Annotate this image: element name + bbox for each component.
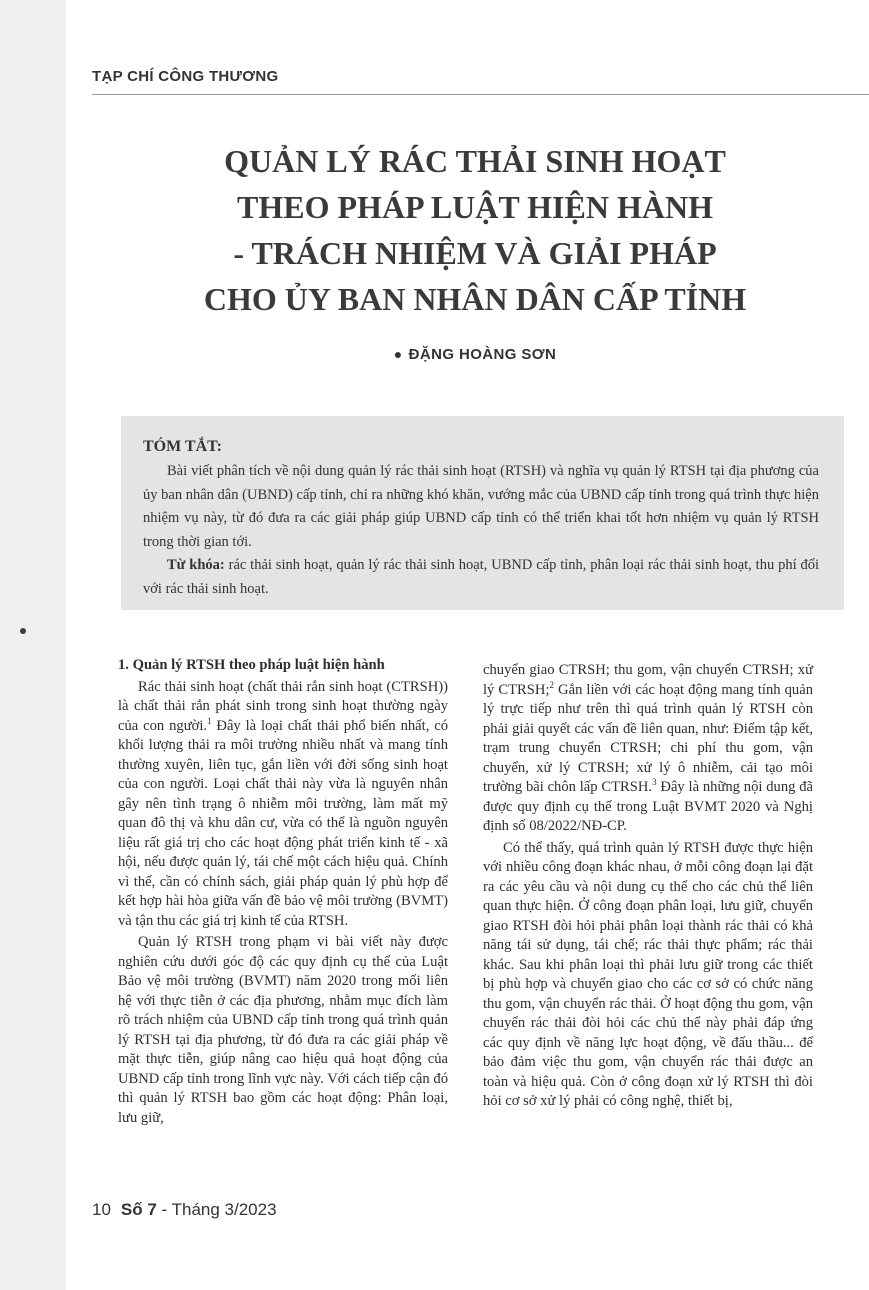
title-line-4: CHO ỦY BAN NHÂN DÂN CẤP TỈNH	[203, 281, 747, 317]
title-line-2: THEO PHÁP LUẬT HIỆN HÀNH	[237, 189, 713, 225]
title-line-1: QUẢN LÝ RÁC THẢI SINH HOẠT	[224, 143, 726, 179]
left-paragraph-2: Quản lý RTSH trong phạm vi bài viết này được nghiên cứu dưới góc độ các quy định cụ thể của Luật Bảo vệ môi trường (BVMT) năm 2020 trong mối liên hệ với thực tiễn ở các địa phương, nhằm mục đích làm rõ trách nhiệm của UBND cấp tỉnh trong quá trình quản lý RTSH tại địa phương, từ đó đưa ra các giải pháp về mặt thực tiễn, giúp nâng cao hiệu quả hoạt động của UBND cấp tỉnh trong lĩnh vực này. Với cách tiếp cận đó thì quản lý RTSH bao gồm các hoạt động: Phân loại, lưu giữ,	[118, 934, 448, 1126]
author-line	[110, 346, 840, 363]
left-paragraph-1	[118, 678, 448, 932]
margin-dot	[20, 628, 26, 634]
abstract-text: Bài viết phân tích về nội dung quản lý rác thải sinh hoạt (RTSH) và nghĩa vụ quản lý RTSH tại địa phương của ủy ban nhân dân (UBND) cấp tỉnh, chỉ ra những khó khăn, vướng mắc của UBND cấp tỉnh trong quá trình thực hiện nhiệm vụ này, từ đó đưa ra các giải pháp giúp UBND cấp tỉnh có thể triển khai tốt hơn nhiệm vụ quản lý RTSH trong thời gian tới.	[143, 463, 819, 550]
footnote-ref-2: 2	[549, 679, 554, 690]
page-margin	[0, 0, 66, 1290]
author-name: ĐẶNG HOÀNG SƠN	[408, 346, 557, 363]
left-p1-rest: Đây là loại chất thải phổ biến nhất, có khối lượng thải ra môi trường nhiều nhất và mang tính thường xuyên, liên tục, gắn liền với đời sống sinh hoạt của con người. Loại chất thải này vừa là nguyên nhân gây nên tình trạng ô nhiễm môi trường, làm mất mỹ quan đô thị và khu dân cư, vừa có thể là nguồn nguyên liệu rất giá trị cho các hoạt động phát triển kinh tế - xã hội, nếu được quản lý, tái chế một cách hiệu quả. Chính vì thế, cần có chính sách, giải pháp quản lý phù hợp để kết hợp hài hòa giữa vấn đề bảo vệ môi trường (BVMT) và tận thu các giá trị kinh tế của RTSH.	[118, 717, 448, 929]
footnote-ref-1: 1	[207, 715, 212, 726]
abstract-keywords	[143, 554, 819, 601]
bullet-icon: ●	[393, 346, 403, 362]
left-p1-text: Rác thải sinh hoạt (chất thải rắn sinh hoạt (CTRSH)) là chất thải rắn phát sinh trong sinh hoạt thường ngày của con người.	[118, 678, 448, 734]
page-footer	[92, 1200, 277, 1220]
abstract-body	[143, 460, 819, 601]
section-heading: 1. Quản lý RTSH theo pháp luật hiện hành	[118, 657, 385, 673]
right-p1-text: chuyển giao CTRSH; thu gom, vận chuyển CTRSH; xử lý CTRSH;	[483, 662, 813, 698]
right-p1-rest2: Đây là những nội dung đã được quy định cụ thể trong Luật BVMT 2020 và Nghị định số 08/2022/NĐ-CP.	[483, 779, 813, 834]
page-number: 10	[92, 1200, 111, 1219]
running-head: TẠP CHÍ CÔNG THƯƠNG	[92, 68, 279, 85]
keywords-label: Từ khóa:	[167, 557, 225, 573]
abstract-label: TÓM TẮT:	[143, 438, 222, 455]
article-title	[110, 138, 840, 322]
issue-date: - Tháng 3/2023	[156, 1200, 277, 1219]
left-column	[118, 656, 448, 1128]
right-column	[483, 661, 813, 1112]
keywords-text: rác thải sinh hoạt, quản lý rác thải sinh hoạt, UBND cấp tỉnh, phân loại rác thải sinh hoạt, thu phí đối với rác thải sinh hoạt.	[143, 557, 820, 597]
right-p1-rest: Gắn liền với các hoạt động mang tính quản lý trực tiếp như trên thì quá trình quản lý RTSH còn phải giải quyết các vấn đề liên quan, như: Điểm tập kết, trạm trung chuyển CTRSH; chi phí thu gom, vận chuyển, xử lý CTRSH; xử lý ô nhiễm, cải tạo môi trường bãi chôn lấp CTRSH.	[483, 681, 813, 795]
issue-number: Số 7	[120, 1200, 157, 1219]
right-paragraph-2: Có thể thấy, quá trình quản lý RTSH được thực hiện với nhiều công đoạn khác nhau, ở mỗi công đoạn lại đặt ra các yêu cầu và nội dung cụ thể cho các chủ thể liên quan thực hiện. Ở công đoạn phân loại, lưu giữ, chuyển giao RTSH đòi hỏi phải phân loại thành rác thải có khả năng tái sử dụng, tái chế; rác thải thực phẩm; rác thải khác. Sau khi phân loại thì phải lưu giữ trong các thiết bị phù hợp và chuyển giao cho các cơ sở có chức năng thu gom, vận chuyển rác thải. Ở hoạt động thu gom, vận chuyển rác thải đòi hỏi các chủ thể này phải đáp ứng các quy định về năng lực hoạt động, về đấu thầu... để bảo đảm việc thu gom, vận chuyển rác thải được an toàn và hiệu quả. Còn ở công đoạn xử lý RTSH thì đòi hỏi cơ sở xử lý phải có công nghệ, thiết bị,	[483, 839, 813, 1109]
abstract-box	[121, 416, 844, 610]
footnote-ref-3: 3	[652, 777, 657, 788]
header-rule	[92, 94, 869, 95]
title-line-3: - TRÁCH NHIỆM VÀ GIẢI PHÁP	[233, 235, 717, 271]
right-paragraph-1	[483, 661, 813, 837]
